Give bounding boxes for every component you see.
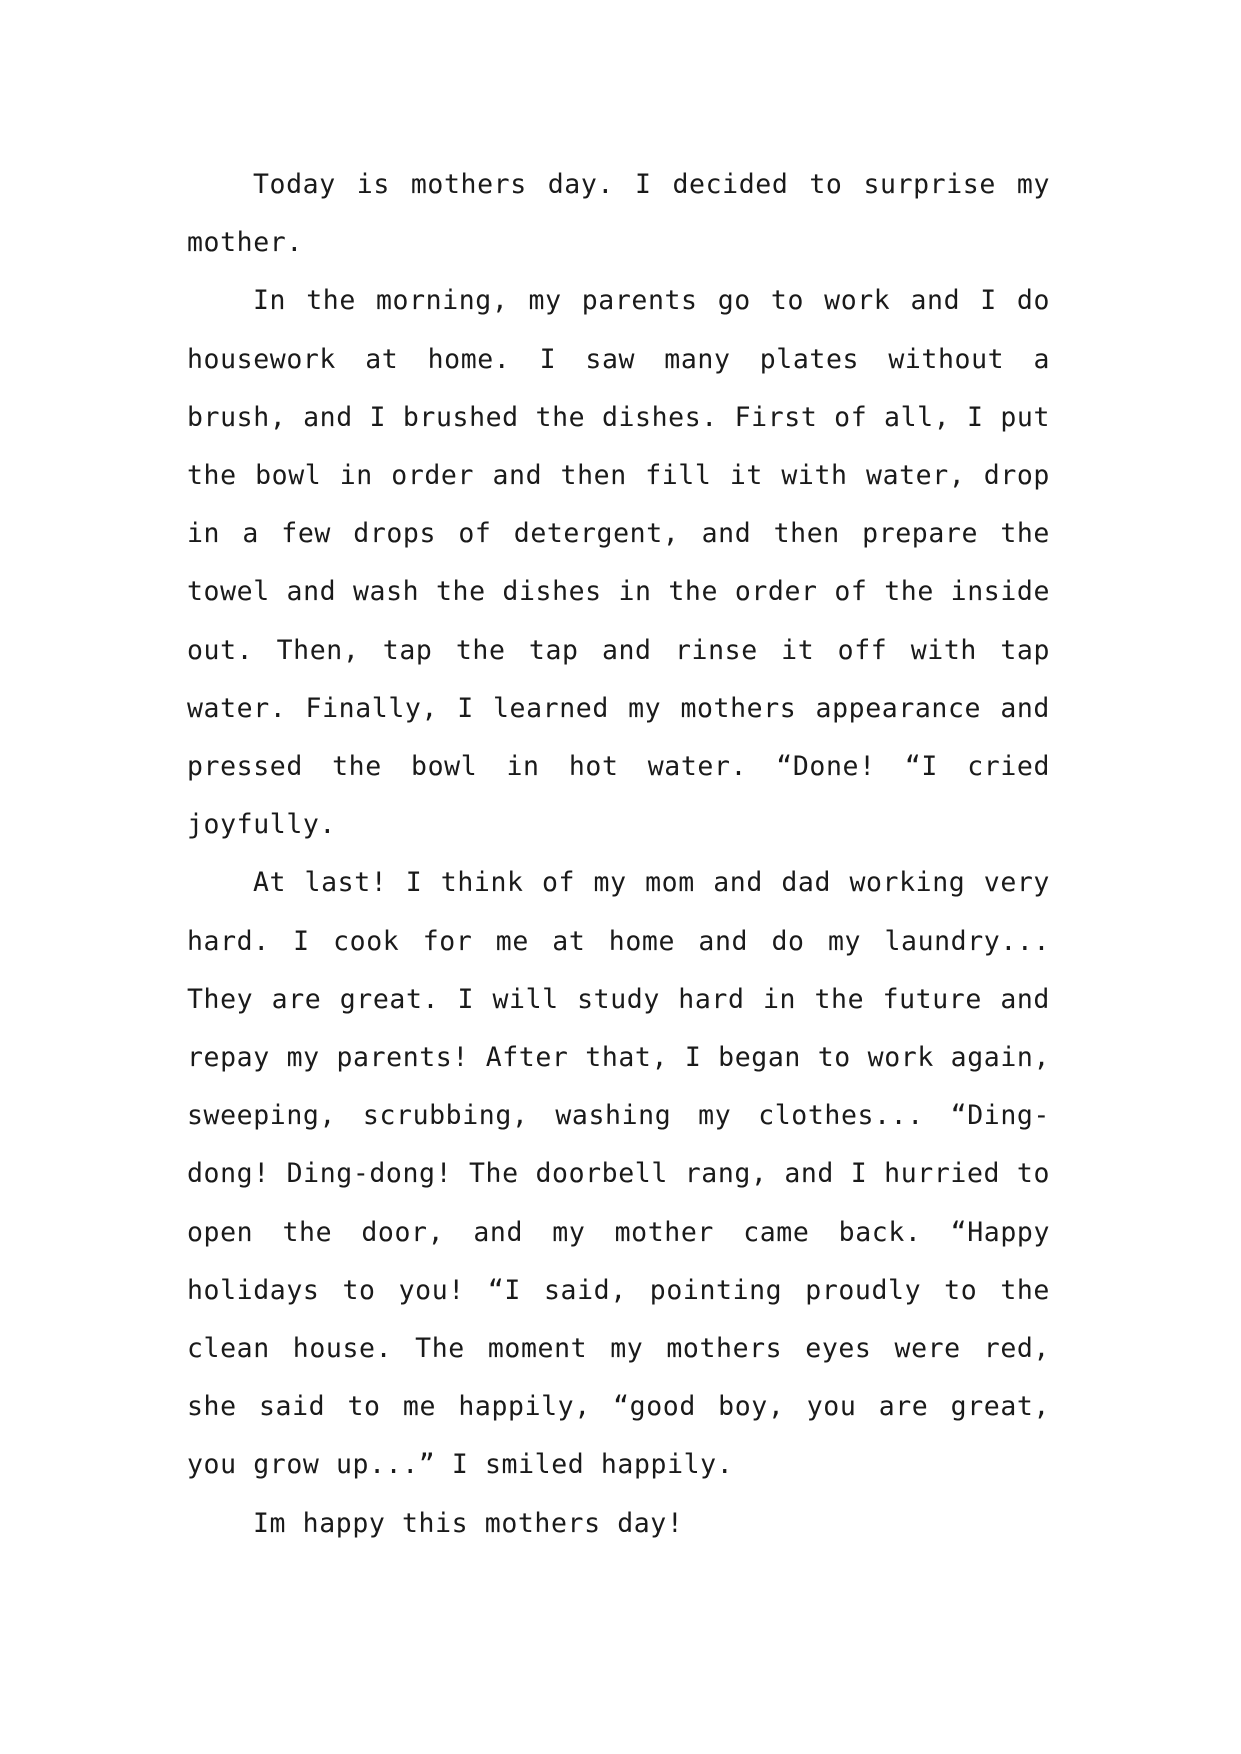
document-body	[187, 156, 1050, 1553]
paragraph-mother-returns: At last! I think of my mom and dad working very hard. I cook for me at home and do my laundry... They are great. I will study hard in the future and repay my parents! After that, I began to work again, sweeping, scrubbing, washing my clothes... “Ding-dong! Ding-dong! The doorbell rang, and I hurried to open the door, and my mother came back. “Happy holidays to you! “I said, pointing proudly to the clean house. The moment my mothers eyes were red, she said to me happily, “good boy, you are great, you grow up...” I smiled happily.	[187, 867, 1050, 1481]
paragraph-housework: In the morning, my parents go to work and I do housework at home. I saw many plates without a brush, and I brushed the dishes. First of all, I put the bowl in order and then fill it with water, drop in a few drops of detergent, and then prepare the towel and wash the dishes in the order of the inside out. Then, tap the tap and rinse it off with tap water. Finally, I learned my mothers appearance and pressed the bowl in hot water. “Done! “I cried joyfully.	[187, 285, 1050, 841]
paragraph-intro: Today is mothers day. I decided to surprise my mother.	[187, 169, 1050, 259]
paragraph-closing: Im happy this mothers day!	[253, 1507, 684, 1539]
